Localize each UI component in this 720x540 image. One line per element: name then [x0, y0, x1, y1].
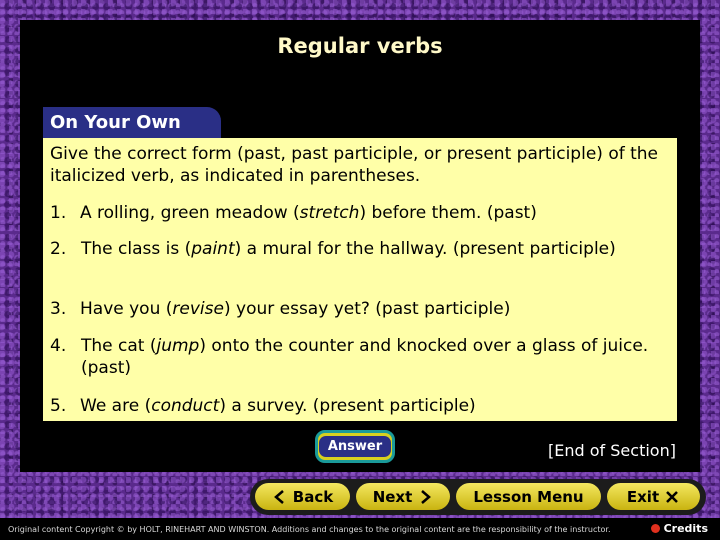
chevron-left-icon [272, 489, 288, 505]
lesson-menu-button[interactable]: Lesson Menu [456, 483, 601, 510]
exercise-item-2: 2. The class is (paint) a mural for the hallway. (present participle) [50, 239, 616, 259]
end-of-section-label: [End of Section] [548, 441, 676, 460]
exercise-item-5: 5. We are (conduct) a survey. (present participle) [50, 396, 476, 416]
slide-title: Regular verbs [277, 34, 443, 58]
exercise-item-3: 3. Have you (revise) your essay yet? (past participle) [50, 299, 511, 319]
on-your-own-tab: On Your Own [43, 107, 221, 139]
exercise-panel [43, 138, 677, 421]
next-button[interactable]: Next [356, 483, 450, 510]
answer-button[interactable]: Answer [315, 430, 395, 463]
chevron-right-icon [417, 489, 433, 505]
copyright-footer: Original content Copyright © by HOLT, RINEHART AND WINSTON. Additions and changes to the original content are the responsibility of the instructor. [0, 518, 720, 540]
credits-link[interactable]: Credits [651, 522, 708, 535]
back-button[interactable]: Back [255, 483, 350, 510]
close-icon [664, 489, 680, 505]
exercise-item-4: 4. The cat (jump) onto the counter and knocked over a glass of juice. (past) [50, 336, 649, 378]
bullet-icon [651, 524, 660, 533]
exercise-item-1: 1. A rolling, green meadow (stretch) before them. (past) [50, 203, 537, 223]
instructions: Give the correct form (past, past participle, or present participle) of the italicized verb, as indicated in parentheses. [50, 144, 659, 186]
exit-button[interactable]: Exit [607, 483, 700, 510]
